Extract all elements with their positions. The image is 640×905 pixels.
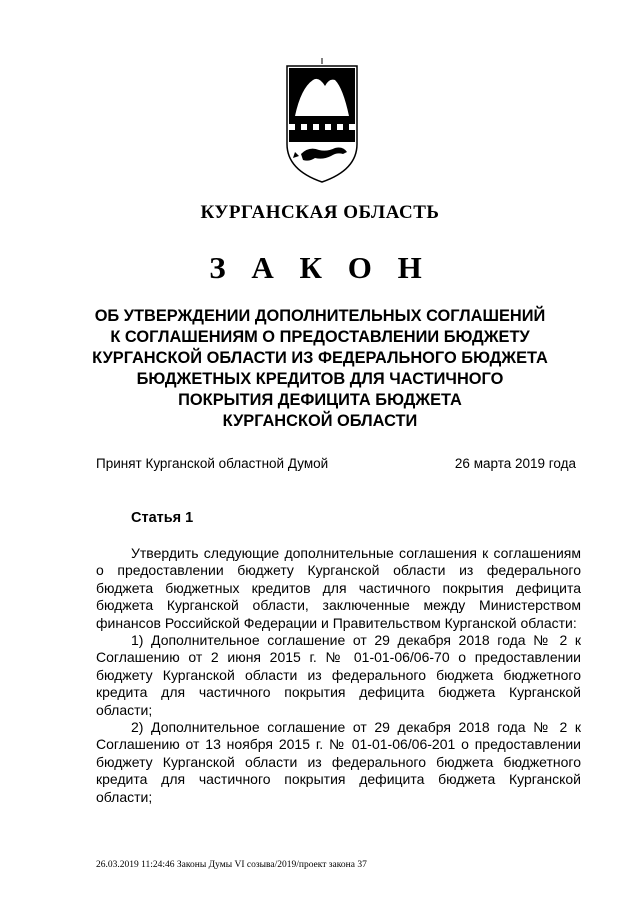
adoption-date: 26 марта 2019 года bbox=[454, 456, 576, 471]
footer-stamp: 26.03.2019 11:24:46 Законы Думы VI созыва/2019/проект закона 37 bbox=[96, 860, 367, 870]
document-type: З А К О Н bbox=[209, 250, 431, 285]
title-line: БЮДЖЕТНЫХ КРЕДИТОВ ДЛЯ ЧАСТИЧНОГО bbox=[136, 370, 504, 388]
article-body bbox=[96, 545, 581, 806]
title-line: ОБ УТВЕРЖДЕНИИ ДОПОЛНИТЕЛЬНЫХ СОГЛАШЕНИЙ bbox=[94, 307, 546, 325]
region-name: КУРГАНСКАЯ ОБЛАСТЬ bbox=[200, 202, 440, 223]
article-intro: Утвердить следующие дополнительные соглашения к соглашениям о предоставлении бюджету Курганской области из федерального бюджета бюджетных кредитов для частичного покрытия дефицита бюджета Курганской области, заключенные между Министерством финансов Российской Федерации и Правительством Курганской области: bbox=[96, 545, 581, 631]
title-line: ПОКРЫТИЯ ДЕФИЦИТА БЮДЖЕТА bbox=[178, 391, 462, 409]
list-item: 1) Дополнительное соглашение от 29 декабря 2018 года № 2 к Соглашению от 2 июня 2015 г. № 01-01-06/06-70 о предоставлении бюджету Курганской области из федерального бюджета бюджетного кредита для частичного покрытия дефицита бюджета Курганской области; bbox=[96, 632, 581, 718]
list-item: 2) Дополнительное соглашение от 29 декабря 2018 года № 2 к Соглашению от 13 ноября 2015 г. № 01-01-06/06-201 о предоставлении бюджету Курганской области из федерального бюджета бюджетного кредита для частичного покрытия дефицита бюджета Курганской области; bbox=[96, 719, 581, 805]
kurgan-coat-of-arms-icon bbox=[285, 58, 359, 186]
article-heading: Статья 1 bbox=[131, 510, 194, 526]
title-line: КУРГАНСКОЙ ОБЛАСТИ bbox=[222, 412, 418, 430]
title-line: КУРГАНСКОЙ ОБЛАСТИ ИЗ ФЕДЕРАЛЬНОГО БЮДЖЕТА bbox=[92, 349, 548, 367]
adopted-by: Принят Курганской областной Думой bbox=[96, 456, 329, 471]
title-line: К СОГЛАШЕНИЯМ О ПРЕДОСТАВЛЕНИИ БЮДЖЕТУ bbox=[110, 328, 530, 346]
law-title bbox=[80, 306, 560, 432]
